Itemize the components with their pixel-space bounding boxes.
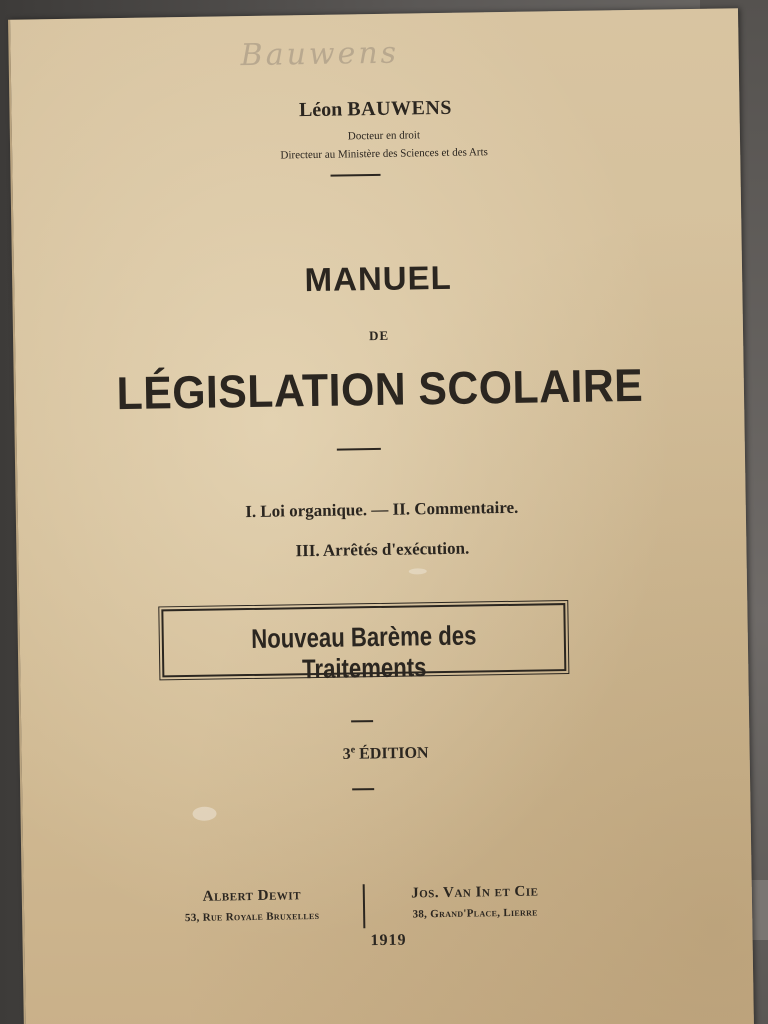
title-de: DE <box>368 327 390 344</box>
divider-rule <box>337 448 381 451</box>
author-degree: Docteur en droit <box>347 129 421 143</box>
contents-line-1: I. Loi organique. — II. Commentaire. <box>245 497 519 522</box>
publisher-right <box>372 883 579 921</box>
boxed-subtitle: Nouveau Barème des Traitements <box>250 620 477 685</box>
pencil-inscription: Bauwens <box>240 35 400 74</box>
publisher-right-address: 38, Grand'Place, Lierre <box>412 906 538 921</box>
divider-rule <box>331 174 381 177</box>
publication-year: 1919 <box>370 931 407 950</box>
publisher-left-name: Albert Dewit <box>202 887 302 905</box>
book-cover <box>8 8 754 1024</box>
title-manuel: MANUEL <box>304 258 453 299</box>
author-last-name: BAUWENS <box>347 96 453 121</box>
divider-rule <box>352 788 374 790</box>
edition-word: ÉDITION <box>359 744 429 763</box>
divider-rule <box>351 720 373 722</box>
edition-number: 3 <box>342 745 351 763</box>
boxed-subtitle-frame <box>161 603 566 685</box>
author-first-name: Léon <box>298 98 343 122</box>
publisher-left-address: 53, Rue Royale Bruxelles <box>184 909 320 925</box>
edition-label <box>22 738 750 769</box>
contents-line-2: III. Arrêtés d'exécution. <box>295 538 470 561</box>
edition-suffix: e <box>350 744 356 756</box>
publisher-right-name: Jos. Van In et Cie <box>411 883 539 902</box>
author-position: Directeur au Ministère des Sciences et des Arts <box>280 146 488 162</box>
publisher-left <box>152 886 353 924</box>
title-legislation: LÉGISLATION SCOLAIRE <box>116 358 644 420</box>
paper-stain <box>409 568 427 574</box>
author-name <box>11 92 739 126</box>
publisher-divider <box>363 884 366 928</box>
paper-stain <box>192 807 216 821</box>
